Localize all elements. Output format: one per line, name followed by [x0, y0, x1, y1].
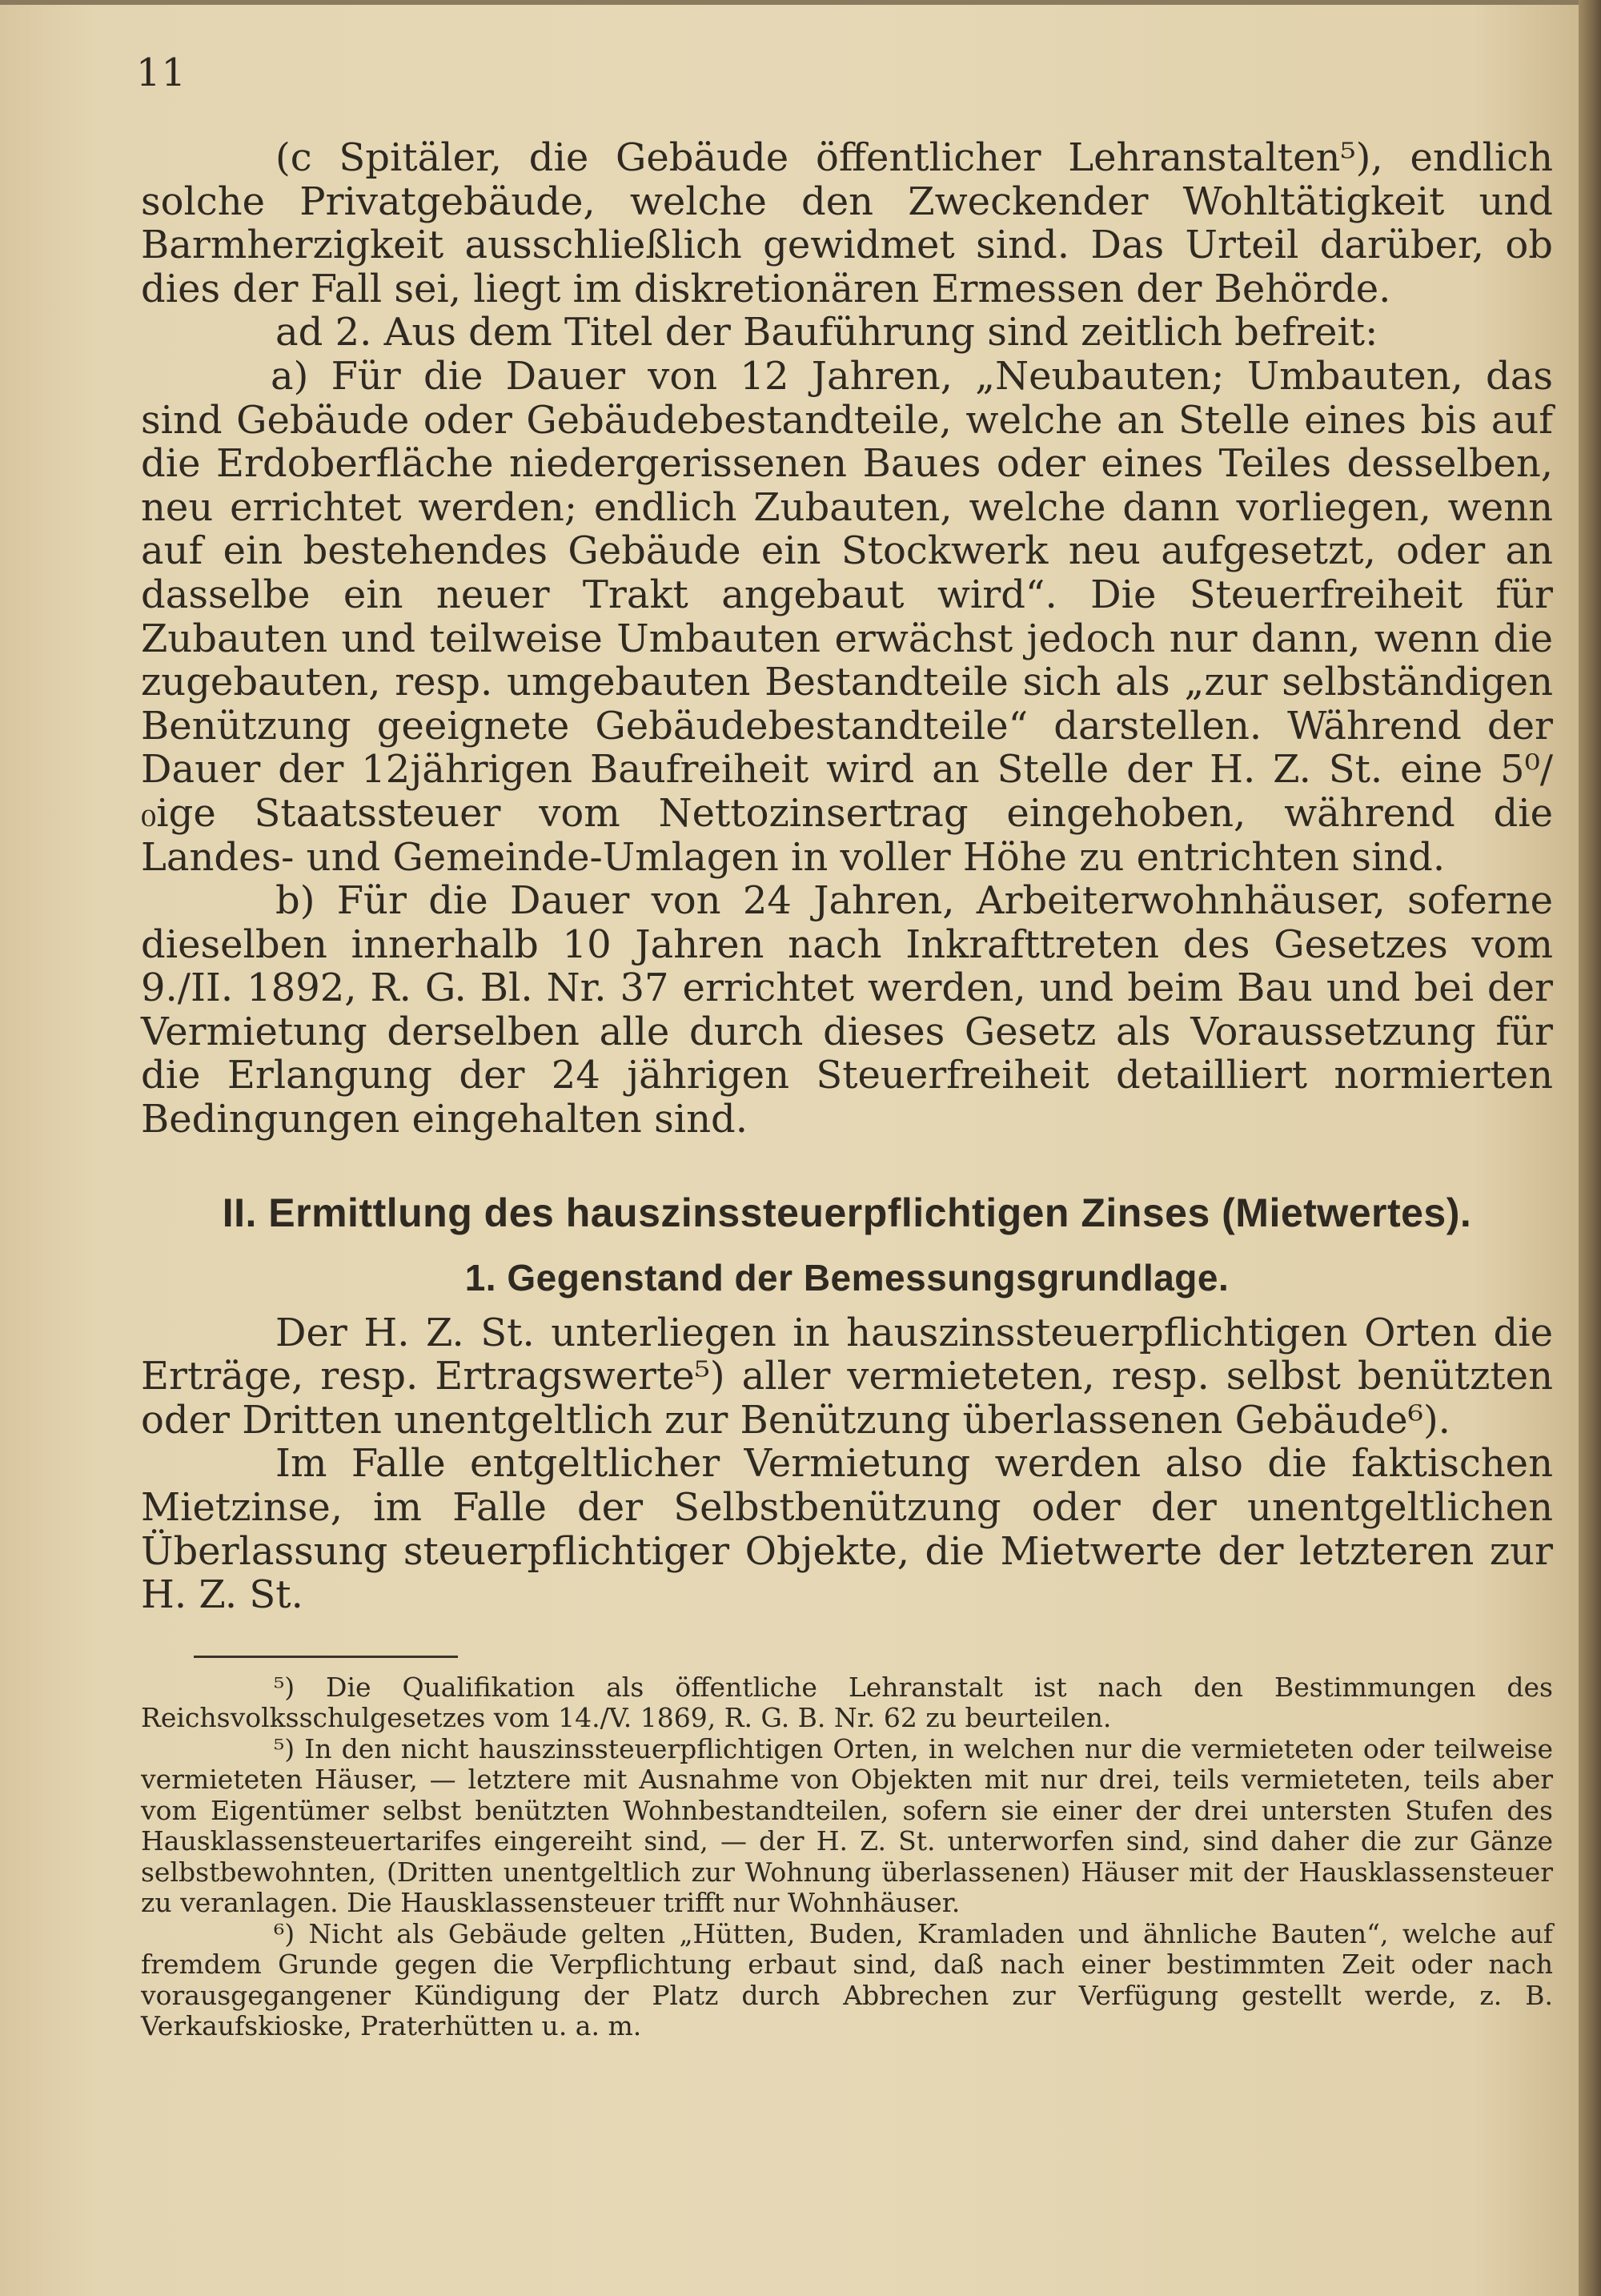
- subsection-heading: 1. Gegenstand der Bemessungsgrundlage.: [464, 1256, 1230, 1299]
- paragraph-item-b: b) Für die Dauer von 24 Jahren, Arbeiterwohnhäuser, soferne dieselben innerhalb 10 Jahren nach Inkrafttreten des Gesetzes vom 9./II. 1892, R. G. Bl. Nr. 37 errichtet werden, und beim Bau und bei der Vermietung derselben alle durch dieses Gesetz als Voraussetzung für die Erlangung der 24 jährigen Steuerfreiheit detailliert normierten Bedingungen eingehalten sind.: [141, 878, 1553, 1142]
- footnote-separator: [194, 1656, 458, 1658]
- main-text: [141, 136, 1553, 2042]
- section-heading: II. Ermittlung des hauszinssteuerpflichtigen Zinses (Mietwertes).: [222, 1190, 1472, 1235]
- paragraph-rental: Im Falle entgeltlicher Vermietung werden also die faktischen Mietzinse, im Falle der Selbstbenützung oder der unentgeltlichen Überlassung steuerpflichtiger Objekte, die Mietwerte der letzteren zur H. Z. St.: [141, 1441, 1553, 1618]
- footnote-5a: ⁵) Die Qualifikation als öffentliche Lehranstalt ist nach den Bestimmungen des Reichsvolksschulgesetzes vom 14./V. 1869, R. G. B. Nr. 62 zu beurteilen.: [141, 1671, 1553, 1734]
- paragraph-subject: Der H. Z. St. unterliegen in hauszinssteuerpflichtigen Orten die Erträge, resp. Ertragswerte⁵) aller vermieteten, resp. selbst benützten oder Dritten unentgeltlich zur Benützung überlassenen Gebäude⁶).: [141, 1310, 1553, 1443]
- paragraph-exemptions-continued: (c Spitäler, die Gebäude öffentlicher Lehranstalten⁵), endlich solche Privatgebäude, welche den Zweckender Wohltätigkeit und Barmherzigkeit ausschließlich gewidmet sind. Das Urteil darüber, ob dies der Fall sei, liegt im diskretionären Ermessen der Behörde.: [141, 135, 1553, 311]
- footnote-5b: ⁵) In den nicht hauszinssteuerpflichtigen Orten, in welchen nur die vermieteten oder teilweise vermieteten Häuser, — letztere mit Ausnahme von Objekten mit nur drei, teils vermieteten, teils aber vom Eigentümer selbst benützten Wohnbestandteilen, sofern sie einer der drei untersten Stufen des Hausklassensteuertarifes eingereiht sind, — der H. Z. St. unterworfen sind, sind daher die zur Gänze selbstbewohnten, (Dritten unentgeltlich zur Wohnung überlassenen) Häuser mit der Hausklassensteuer zu veranlagen. Die Hausklassensteuer trifft nur Wohnhäuser.: [141, 1732, 1553, 1919]
- footnote-6: ⁶) Nicht als Gebäude gelten „Hütten, Buden, Kramladen und ähnliche Bauten“, welche auf fremdem Grunde gegen die Verpflichtung erbaut sind, daß nach einer bestimmten Zeit oder nach vorausgegangener Kündigung der Platz durch Abbrechen zur Verfügung gestellt werde, z. B. Verkaufskioske, Praterhütten u. a. m.: [141, 1917, 1553, 2042]
- page-top-edge: [0, 0, 1601, 5]
- page-number: 11: [136, 50, 187, 95]
- book-spine-edge: [1579, 0, 1601, 2296]
- paragraph-item-a: a) Für die Dauer von 12 Jahren, „Neubauten; Umbauten, das sind Gebäude oder Gebäudebestandteile, welche an Stelle eines bis auf die Erdoberfläche niedergerissenen Baues oder eines Teiles desselben, neu errichtet werden; endlich Zubauten, welche dann vorliegen, wenn auf ein bestehendes Gebäude ein Stockwerk neu aufgesetzt, oder an dasselbe ein neuer Trakt angebaut wird“. Die Steuerfreiheit für Zubauten und teilweise Umbauten erwächst jedoch nur dann, wenn die zugebauten, resp. umgebauten Bestandteile sich als „zur selbständigen Benützung geeignete Gebäudebestandteile“ darstellen. Während der Dauer der 12jährigen Baufreiheit wird an Stelle der H. Z. St. eine 5⁰/₀ige Staatssteuer vom Nettozinsertrag eingehoben, während die Landes- und Gemeinde-Umlagen in voller Höhe zu entrichten sind.: [141, 353, 1553, 880]
- paragraph-ad-2: ad 2. Aus dem Titel der Bauführung sind zeitlich befreit:: [275, 310, 1378, 355]
